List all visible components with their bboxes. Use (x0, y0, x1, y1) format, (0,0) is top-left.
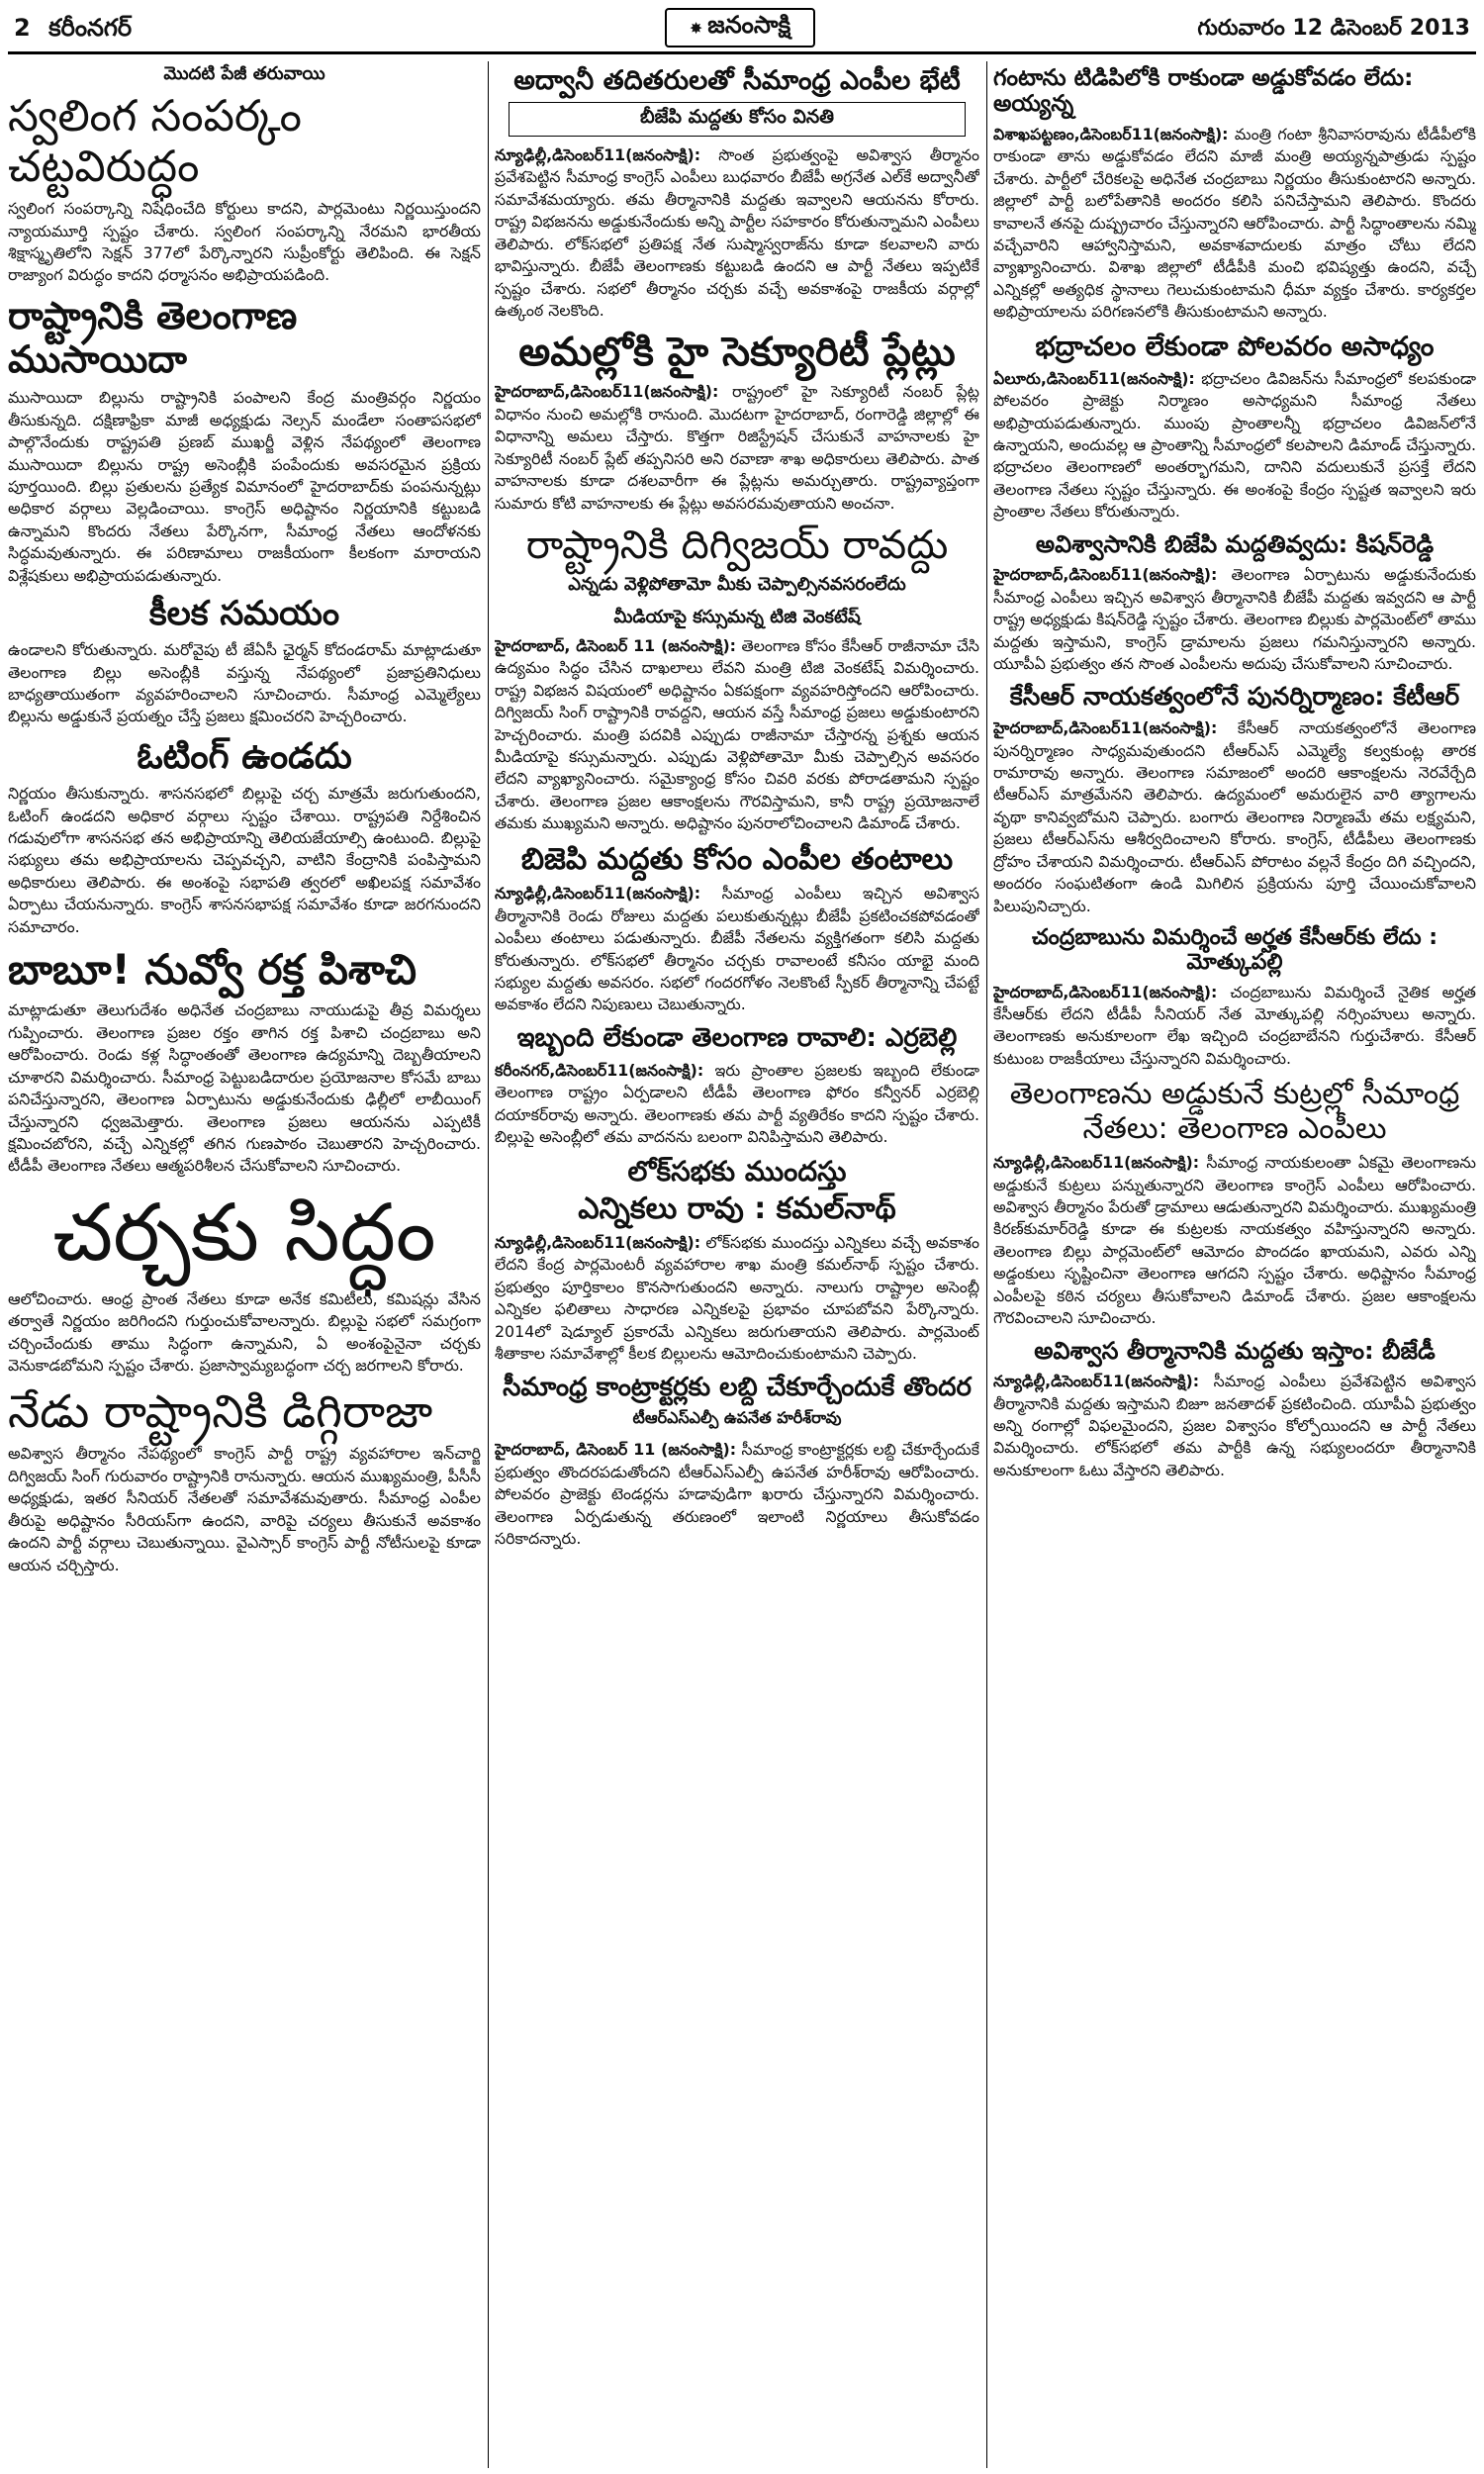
headline: బిజెపి మద్దతు కోసం ఎంపీల తంటాలు (520, 841, 954, 877)
dateline: విశాఖపట్టణం,డిసెంబర్11(జనంసాక్షి): (993, 124, 1229, 143)
article-body: ఇరు ప్రాంతాల ప్రజలకు ఇబ్బంది లేకుండా తెలంగాణ రాష్ట్రం ఏర్పడాలని టీడీపీ తెలంగాణ ఫోరం కన్వీనర్ ఎర్రబెల్లి దయాకర్‌రావు అన్నారు. తెలంగాణకు తమ పార్టీ వ్యతిరేకం కాదని స్పష్టం చేశారు. బిల్లుపై అసెంబ్లీలో తమ వాదనను బలంగా వినిపిస్తామని తెలిపారు. (495, 1060, 979, 1146)
kicker: మీడియాపై కస్సుమన్న టిజి వెంకటేష్ (613, 606, 861, 627)
headline: చంద్రబాబును విమర్శించే అర్హత కేసీఆర్‌కు లేదు : మోత్కుపల్లి (1031, 924, 1438, 976)
dateline: న్యూఢిల్లీ,డిసెంబర్11(జనంసాక్షి): (495, 145, 701, 165)
headline: అవిశ్వాసానికి బిజేపి మద్దతివ్వదు: కిషన్‌రెడ్డి (1035, 529, 1435, 558)
article-errabelli (495, 1024, 979, 1149)
dateline: న్యూఢిల్లీ,డిసెంబర్11(జనంసాక్షి): (495, 884, 701, 904)
headline: తెలంగాణను అడ్డుకునే కుట్రల్లో సీమాంధ్ర నేతలు: తెలంగాణ ఎంపీలు (1009, 1077, 1460, 1146)
headline: అవిశ్వాస తీర్మానానికి మద్దతు ఇస్తాం: బీజేడీ (1034, 1336, 1436, 1365)
article-babu (8, 946, 481, 1178)
subheadline: టీఆర్ఎస్ఎల్పీ ఉపనేత హరీశ్‌రావు (632, 1408, 842, 1428)
article-key-time (8, 595, 481, 728)
kicker: లోక్‌సభకు ముందస్తు (627, 1155, 847, 1189)
headline: అమల్లోకి హై సెక్యూరిటీ ప్లేట్లు (518, 330, 956, 376)
headline: ఇబ్బంది లేకుండా తెలంగాణ రావాలి: ఎర్రబెల్లి (516, 1022, 958, 1053)
headline: రాష్ట్రానికి తెలంగాణ ముసాయిదా (8, 293, 298, 381)
dateline: న్యూఢిల్లీ,డిసెంబర్11(జనంసాక్షి): (993, 1372, 1200, 1391)
column-divider (488, 61, 489, 2468)
column-left (8, 61, 481, 2468)
article-no-voting (8, 736, 481, 938)
headline: బాబూ! నువ్వో రక్త పిశాచి (8, 945, 417, 995)
page-header (0, 0, 1484, 57)
article-body: సీమాంధ్ర ఎంపీలు ఇచ్చిన అవిశ్వాస తీర్మానానికి రెండు రోజులు మద్దతు పలుకుతున్నట్లు బీజేపీ ప్రకటించకపోవడంతో ఎంపీలు తంటాలు పడుతున్నారు. బీజేపీ నేతలను వ్యక్తిగతంగా కలిసి మద్దతు కోరుతున్నారు. లోక్‌సభలో తీర్మానం చర్చకు రావాలంటే కనీసం యాభై మంది సభ్యుల మద్దతు అవసరం. సభలో గందరగోళం నెలకొంటే స్పీకర్ తీర్మానాన్ని చేపట్టే అవకాశం లేదని నిపుణులు చెబుతున్నారు. (495, 884, 979, 1014)
subheadline: బీజేపి మద్దతు కోసం వినతి (509, 102, 966, 137)
headline: కీలక సమయం (148, 594, 340, 634)
article-harishrao (495, 1374, 979, 1551)
headline: స్వలింగ సంపర్కం చట్టవిరుద్ధం (8, 91, 302, 192)
headline: కేసీఆర్ నాయకత్వంలోనే పునర్నిర్మాణం: కేటీఆర్ (1009, 682, 1460, 712)
article-body: తెలంగాణ ఏర్పాటును అడ్డుకునేందుకు సీమాంధ్ర ఎంపీలు ఇచ్చిన అవిశ్వాస తీర్మానానికి బీజేపీ మద్దతు ఇవ్వదని ఆ పార్టీ రాష్ట్ర అధ్యక్షుడు కిషన్‌రెడ్డి స్పష్టం చేశారు. తెలంగాణ బిల్లుకు పార్లమెంట్‌లో తాము మద్దతు ఇస్తామని, కాంగ్రెస్ డ్రామాలను ప్రజలు గమనిస్తున్నారని అన్నారు. యూపీఏ ప్రభుత్వం తన సొంత ఎంపీలను అదుపు చేసుకోవాలని సూచించారు. (993, 565, 1476, 673)
dateline: హైదరాబాద్, డిసెంబర్ 11 (జనంసాక్షి): (495, 1440, 737, 1460)
article-bjp-support (495, 843, 979, 1016)
dateline: హైదరాబాద్,డిసెంబర్11(జనంసాక్షి): (993, 718, 1218, 738)
dateline: కరీంనగర్,డిసెంబర్11(జనంసాక్షి): (495, 1060, 704, 1080)
article-motkupalli (993, 925, 1476, 1070)
headline: ఓటింగ్ ఉండదు (137, 735, 352, 777)
article-body: నిర్ణయం తీసుకున్నారు. శాసనసభలో బిల్లుపై చర్చ మాత్రమే జరుగుతుందని, ఓటింగ్ ఉండదని అధికార వర్గాలు స్పష్టం చేశాయి. రాష్ట్రపతి నిర్దేశించిన గడువులోగా శాసనసభ తన అభిప్రాయాన్ని తెలియజేయాల్సి ఉంటుంది. బిల్లుపై సభ్యులు తమ అభిప్రాయాలను చెప్పవచ్చని, వాటిని కేంద్రానికి పంపిస్తామని అధికారులు తెలిపారు. ఈ అంశంపై సభాపతి త్వరలో అఖిలపక్ష సమావేశం ఏర్పాటు చేయనున్నారు. కాంగ్రెస్ శాసనసభాపక్ష సమావేశం కూడా జరగనుందని సమాచారం. (8, 784, 481, 936)
headline: భద్రాచలం లేకుండా పోలవరం అసాధ్యం (1035, 331, 1435, 362)
headline: చర్చకు సిద్ధం (52, 1186, 436, 1279)
article-hsrp (495, 330, 979, 515)
article-telangana-mps (993, 1078, 1476, 1329)
dateline: హైదరాబాద్, డిసెంబర్ 11 (జనంసాక్షి): (495, 635, 736, 655)
article-body: అవిశ్వాస తీర్మానం నేపథ్యంలో కాంగ్రెస్ పార్టీ రాష్ట్ర వ్యవహారాల ఇన్‌చార్జి దిగ్విజయ్ సింగ్ గురువారం రాష్ట్రానికి రానున్నారు. ఆయన ముఖ్యమంత్రి, పీసీసీ అధ్యక్షుడు, ఇతర సీనియర్ నేతలతో సమావేశమవుతారు. సీమాంధ్ర ఎంపీల తీరుపై అధిష్టానం సీరియస్‌గా ఉందని, వారిపై చర్యలు తీసుకునే అవకాశం ఉందని పార్టీ వర్గాలు చెబుతున్నాయి. వైఎస్సార్ కాంగ్రెస్ పార్టీ నోటీసులపై కూడా ఆయన చర్చిస్తారు. (8, 1444, 481, 1574)
article-kamalnath (495, 1156, 979, 1365)
header-left (14, 14, 132, 48)
dateline: న్యూఢిల్లీ,డిసెంబర్11(జనంసాక్షి): (495, 1233, 701, 1253)
article-kishanreddy (993, 531, 1476, 676)
issue-date: గురువారం 12 డిసెంబర్ 2013 (1197, 16, 1470, 41)
header-rule (8, 51, 1476, 54)
article-ktr (993, 683, 1476, 917)
headline: అద్వానీ తదితరులతో సీమాంధ్ర ఎంపీల భేటీ (513, 65, 961, 96)
column-center (495, 61, 979, 2468)
subheadline: ఎన్నడు వెళ్లిపోతామో మీకు చెప్పాల్సినవసరంలేదు (568, 573, 906, 595)
article-body: సీమాంధ్ర కాంట్రాక్టర్లకు లబ్ది చేకూర్చేందుకే ప్రభుత్వం తొందరపడుతోందని టీఆర్ఎస్ఎల్పీ ఉపనేత హరీశ్‌రావు ఆరోపించారు. పోలవరం ప్రాజెక్టు టెండర్లను హడావుడిగా ఖరారు చేస్తున్నారని విమర్శించారు. తెలంగాణ ఏర్పడుతున్న తరుణంలో ఇలాంటి నిర్ణయాలు తీసుకోవడం సరికాదన్నారు. (495, 1440, 979, 1549)
logo-text: జనంసాక్షి (707, 11, 791, 39)
headline: సీమాంధ్ర కాంట్రాక్టర్లకు లబ్ది చేకూర్చేందుకే తొందర (503, 1372, 972, 1402)
article-body: చంద్రబాబును విమర్శించే నైతిక అర్హత కేసీఆర్‌కు లేదని టీడీపీ సీనియర్ నేత మోత్కుపల్లి నర్సింహులు అన్నారు. తెలంగాణకు అనుకూలంగా లేఖ ఇచ్చింది చంద్రబాబేనని గుర్తుచేశారు. కేసీఆర్ కుటుంబ రాజకీయాలు చేస్తున్నారని విమర్శించారు. (993, 982, 1476, 1068)
article-body: ఆలోచించారు. ఆంధ్ర ప్రాంత నేతలు కూడా అనేక కమిటీలు, కమిషన్లు వేసిన తర్వాతే నిర్ణయం జరిగిందని గుర్తుంచుకోవాలన్నారు. బిల్లుపై సభలో సమగ్రంగా చర్చించేందుకు తాము సిద్ధంగా ఉన్నామని, ఏ అంశంపైనైనా చర్చకు వెనుకాడబోమని స్పష్టం చేశారు. ప్రజాస్వామ్యబద్ధంగా చర్చ జరగాలని కోరారు. (8, 1288, 481, 1376)
article-same-sex (8, 92, 481, 287)
headline: రాష్ట్రానికి దిగ్విజయ్ రావద్దు (525, 522, 949, 568)
article-body: సొంత ప్రభుత్వంపై అవిశ్వాస తీర్మానం ప్రవేశపెట్టిన సీమాంధ్ర కాంగ్రెస్ ఎంపీలు బుధవారం బీజేపీ అగ్రనేత ఎల్‌కే అద్వానీతో సమావేశమయ్యారు. తమ తీర్మానానికి మద్దతు ఇవ్వాలని ఆయనను కోరారు. రాష్ట్ర విభజనను అడ్డుకునేందుకు అన్ని పార్టీల సహకారం కోరుతున్నామని ఎంపీలు తెలిపారు. లోక్‌సభలో ప్రతిపక్ష నేత సుష్మాస్వరాజ్‌ను కూడా కలవాలని వారు భావిస్తున్నారు. బీజేపీ తెలంగాణకు కట్టుబడి ఉందని ఆ పార్టీ నేతలు ఇప్పటికే స్పష్టం చేశారు. సభలో తీర్మానం చర్చకు వచ్చే అవకాశంపై రాజకీయ వర్గాల్లో ఉత్కంఠ నెలకొంది. (495, 145, 979, 320)
article-body: తెలంగాణ కోసం కేసీఆర్ రాజీనామా చేసి ఉద్యమం సిద్ధం చేసిన దాఖలాలు లేవని మంత్రి టిజి వెంకటేష్ విమర్శించారు. రాష్ట్ర విభజన విషయంలో అధిష్టానం ఏకపక్షంగా వ్యవహరిస్తోందని ఆరోపించారు. దిగ్విజయ్ సింగ్ రాష్ట్రానికి రావద్దని, ఆయన వస్తే సీమాంధ్ర ప్రజలు అడ్డుకుంటారని హెచ్చరించారు. మంత్రి పదవికి ఎప్పుడు రాజీనామా చేస్తారన్న ప్రశ్నకు ఆయన మీడియాపై కస్సుమన్నారు. ఎప్పుడు వెళ్లిపోతామో మీకు చెప్పాల్సిన అవసరం లేదని వ్యాఖ్యానించారు. సమైక్యాంధ్ర కోసం చివరి వరకు పోరాడతామని స్పష్టం చేశారు. తెలంగాణ ప్రజల ఆకాంక్షలను గౌరవిస్తామని, కానీ రాష్ట్ర ప్రయోజనాలే తమకు ముఖ్యమని అన్నారు. అధిష్టానం పునరాలోచించాలని డిమాండ్ చేశారు. (495, 635, 979, 833)
article-body: రాష్ట్రంలో హై సెక్యూరిటీ నంబర్ ప్లేట్ల విధానం నుంచి అమల్లోకి రానుంది. మొదటగా హైదరాబాద్, రంగారెడ్డి జిల్లాల్లో ఈ విధానాన్ని అమలు చేస్తారు. కొత్తగా రిజిస్ట్రేషన్ చేసుకునే వాహనాలకు హై సెక్యూరిటీ నంబర్ ప్లేట్ తప్పనిసరి అని రవాణా శాఖ అధికారులు తెలిపారు. పాత వాహనాలకు కూడా దశలవారీగా ఈ ప్లేట్లను అమర్చుతారు. రాష్ట్రవ్యాప్తంగా సుమారు కోటి వాహనాలకు ఈ ప్లేట్లు అవసరమవుతాయని అంచనా. (495, 382, 979, 513)
dateline: న్యూఢిల్లీ,డిసెంబర్11(జనంసాక్షి): (993, 1153, 1200, 1173)
dateline: హైదరాబాద్,డిసెంబర్11(జనంసాక్షి): (495, 382, 719, 402)
article-diggiraja (8, 1385, 481, 1576)
article-body: కేసీఆర్ నాయకత్వంలోనే తెలంగాణ పునర్నిర్మాణం సాధ్యమవుతుందని టీఆర్ఎస్ ఎమ్మెల్యే కల్వకుంట్ల తారక రామారావు అన్నారు. తెలంగాణ సమాజంలో అందరి ఆకాంక్షలను నెరవేర్చేది టీఆర్ఎస్ మాత్రమేనని తెలిపారు. ఉద్యమంలో అమరులైన వారి త్యాగాలను వృథా కానివ్వబోమని చెప్పారు. బంగారు తెలంగాణ నిర్మాణమే తమ లక్ష్యమని, ప్రజలు టీఆర్ఎస్‌ను ఆశీర్వదించాలని కోరారు. కాంగ్రెస్, టీడీపీలు తెలంగాణకు ద్రోహం చేశాయని విమర్శించారు. టీఆర్ఎస్ పోరాటం వల్లనే కేంద్రం దిగి వచ్చిందని, అందరం సంఘటితంగా ఉండి మిగిలిన ప్రక్రియను పూర్తి చేయించుకోవాలని పిలుపునిచ్చారు. (993, 718, 1476, 915)
edition-name: కరీంనగర్ (48, 14, 133, 42)
article-body: స్వలింగ సంపర్కాన్ని నిషేధించేది కోర్టులు కాదని, పార్లమెంటు నిర్ణయిస్తుందని న్యాయమూర్తి స్పష్టం చేశారు. స్వలింగ సంపర్కాన్ని నేరమని భారతీయ శిక్షాస్మృతిలోని సెక్షన్ 377లో పేర్కొన్నారని సుప్రీంకోర్టు తెలిపింది. ఈ సెక్షన్ రాజ్యాంగ విరుద్ధం కాదని ధర్మాసనం అభిప్రాయపడింది. (8, 199, 481, 285)
dateline: హైదరాబాద్,డిసెంబర్11(జనంసాక్షి): (993, 565, 1218, 585)
headline: నేడు రాష్ట్రానికి డిగ్గిరాజా (8, 1383, 433, 1438)
article-body: మాట్లాడుతూ తెలుగుదేశం అధినేత చంద్రబాబు నాయుడుపై తీవ్ర విమర్శలు గుప్పించారు. తెలంగాణ ప్రజల రక్తం తాగిన రక్త పిశాచి చంద్రబాబు అని ఆరోపించారు. రెండు కళ్ల సిద్ధాంతంతో తెలంగాణ ఉద్యమాన్ని దెబ్బతీయాలని చూశారని విమర్శించారు. సీమాంధ్ర పెట్టుబడిదారుల ప్రయోజనాల కోసమే బాబు పనిచేస్తున్నారని, తెలంగాణ ఏర్పాటును అడ్డుకునేందుకు ఢిల్లీలో లాబీయింగ్ చేస్తున్నారని ధ్వజమెత్తారు. తెలంగాణ ప్రజలు ఆయనను ఎప్పటికీ క్షమించబోరని, వచ్చే ఎన్నికల్లో తగిన గుణపాఠం చెబుతారని హెచ్చరించారు. టీడీపీ తెలంగాణ నేతలు ఆత్మపరిశీలన చేసుకోవాలని సూచించారు. (8, 1000, 481, 1176)
article-body: లోక్‌సభకు ముందస్తు ఎన్నికలు వచ్చే అవకాశం లేదని కేంద్ర పార్లమెంటరీ వ్యవహారాల శాఖ మంత్రి కమల్‌నాథ్ స్పష్టం చేశారు. ప్రభుత్వం పూర్తికాలం కొనసాగుతుందని అన్నారు. నాలుగు రాష్ట్రాల అసెంబ్లీ ఎన్నికల ఫలితాలు సాధారణ ఎన్నికలపై ప్రభావం చూపబోవని పేర్కొన్నారు. 2014లో షెడ్యూల్ ప్రకారమే ఎన్నికలు జరుగుతాయని తెలిపారు. పార్లమెంట్ శీతాకాల సమావేశాల్లో కీలక బిల్లులను ఆమోదించుకుంటామని చెప్పారు. (495, 1233, 979, 1364)
article-advani-meet (495, 65, 979, 322)
column-divider (986, 61, 987, 2468)
continued-kicker: మొదటి పేజీ తరువాయి (163, 63, 325, 84)
article-digvijay (495, 523, 979, 835)
article-body: ముసాయిదా బిల్లును రాష్ట్రానికి పంపాలని కేంద్ర మంత్రివర్గం నిర్ణయం తీసుకున్నది. దక్షిణాఫ్రికా మాజీ అధ్యక్షుడు నెల్సన్ మండేలా సంతాపసభలో పాల్గొనేందుకు రాష్ట్రపతి ప్రణబ్ ముఖర్జీ వెళ్లిన నేపథ్యంలో తెలంగాణ ముసాయిదా బిల్లును రాష్ట్ర అసెంబ్లీకి పంపేందుకు అవసరమైన ప్రక్రియ పూర్తయింది. బిల్లు ప్రతులను ప్రత్యేక విమానంలో హైదరాబాద్‌కు పంపనున్నట్లు అధికార వర్గాలు వెల్లడించాయి. కాంగ్రెస్ అధిష్టానం నిర్ణయానికి కట్టుబడి ఉన్నామని కొందరు నేతలు పేర్కొనగా, సీమాంధ్ర నేతలు ఆందోళనకు సిద్ధమవుతున్నారు. ఈ పరిణామాలు రాజకీయంగా కీలకంగా మారాయని విశ్లేషకులు అభిప్రాయపడుతున్నారు. (8, 388, 481, 585)
article-bjd (993, 1338, 1476, 1482)
headline: గంటాను టిడిపిలోకి రాకుండా అడ్డుకోవడం లేదు: అయ్యన్న (993, 65, 1414, 118)
article-body: ఉండాలని కోరుతున్నారు. మరోవైపు టీ జేఏసీ ఛైర్మన్ కోదండరామ్ మాట్లాడుతూ తెలంగాణ బిల్లు అసెంబ్లీకి వస్తున్న నేపథ్యంలో ప్రజాప్రతినిధులు బాధ్యతాయుతంగా వ్యవహరించాలని సూచించారు. సీమాంధ్ర ఎమ్మెల్యేలు బిల్లును అడ్డుకునే ప్రయత్నం చేస్తే ప్రజలు క్షమించరని హెచ్చరించారు. (8, 640, 481, 726)
logo-star-icon: ✸ (689, 18, 703, 38)
article-ganta (993, 65, 1476, 324)
dateline: హైదరాబాద్,డిసెంబర్11(జనంసాక్షి): (993, 982, 1218, 1001)
article-body: సీమాంధ్ర ఎంపీలు ప్రవేశపెట్టిన అవిశ్వాస తీర్మానానికి మద్దతు ఇస్తామని బిజూ జనతాదళ్ ప్రకటించింది. యూపీఏ ప్రభుత్వం అన్ని రంగాల్లో విఫలమైందని, ప్రజల విశ్వాసం కోల్పోయిందని ఆ పార్టీ నేతలు విమర్శించారు. లోక్‌సభలో తమ పార్టీకి ఉన్న సభ్యులందరూ తీర్మానానికి అనుకూలంగా ఓటు వేస్తారని తెలిపారు. (993, 1372, 1476, 1479)
article-body: సీమాంధ్ర నాయకులంతా ఏకమై తెలంగాణను అడ్డుకునే కుట్రలు పన్నుతున్నారని తెలంగాణ కాంగ్రెస్ ఎంపీలు ఆరోపించారు. అవిశ్వాస తీర్మానం పేరుతో డ్రామాలు ఆడుతున్నారని విమర్శించారు. ముఖ్యమంత్రి కిరణ్‌కుమార్‌రెడ్డి కూడా ఈ కుట్రలకు నాయకత్వం వహిస్తున్నారని అన్నారు. తెలంగాణ బిల్లు పార్లమెంట్‌లో ఆమోదం పొందడం ఖాయమని, ఎవరు ఎన్ని అడ్డంకులు సృష్టించినా తెలంగాణ ఆగదని స్పష్టం చేశారు. అధిష్టానం సీమాంధ్ర ఎంపీలపై కఠిన చర్యలు తీసుకోవాలని డిమాండ్ చేశారు. ప్రజల ఆకాంక్షలను గౌరవించాలని సూచించారు. (993, 1153, 1476, 1328)
dateline: ఏలూరు,డిసెంబర్11(జనంసాక్షి): (993, 368, 1195, 388)
page-number: 2 (14, 14, 31, 42)
article-bhadrachalam (993, 332, 1476, 523)
column-right (993, 61, 1476, 2468)
article-body: మంత్రి గంటా శ్రీనివాసరావును టీడీపీలోకి రాకుండా తాను అడ్డుకోవడం లేదని మాజీ మంత్రి అయ్యన్నపాత్రుడు స్పష్టం చేశారు. పార్టీలో చేరికలపై అధినేత చంద్రబాబు నిర్ణయం తీసుకుంటారని అన్నారు. జిల్లాలో పార్టీ బలోపేతానికి అందరం కలిసి పనిచేస్తామని తెలిపారు. కొందరు కావాలనే తనపై దుష్ప్రచారం చేస్తున్నారని ఆరోపించారు. పార్టీ సిద్ధాంతాలను నమ్మి వచ్చేవారిని ఆహ్వానిస్తామని, అవకాశవాదులకు మాత్రం చోటు లేదని వ్యాఖ్యానించారు. విశాఖ జిల్లాలో టీడీపీకి మంచి భవిష్యత్తు ఉందని, వచ్చే ఎన్నికల్లో అత్యధిక స్థానాలు గెలుచుకుంటామని ధీమా వ్యక్తం చేశారు. కార్యకర్తల అభిప్రాయాలను పరిగణనలోకి తీసుకుంటామని అన్నారు. (993, 124, 1476, 322)
headline: ఎన్నికలు రావు : కమల్‌నాథ్ (578, 1190, 896, 1226)
article-telangana-draft (8, 295, 481, 587)
masthead-logo (665, 8, 815, 48)
article-body: భద్రాచలం డివిజన్‌ను సీమాంధ్రలో కలపకుండా పోలవరం ప్రాజెక్టు నిర్మాణం అసాధ్యమని సీమాంధ్ర నేతలు అభిప్రాయపడుతున్నారు. ముంపు ప్రాంతాలన్నీ భద్రాచలం డివిజన్‌లోనే ఉన్నాయని, అందువల్ల ఆ ప్రాంతాన్ని సీమాంధ్రలో కలపాలని డిమాండ్ చేస్తున్నారు. భద్రాచలం తెలంగాణలో అంతర్భాగమని, దానిని వదులుకునే ప్రసక్తే లేదని తెలంగాణ నేతలు స్పష్టం చేస్తున్నారు. ఈ అంశంపై కేంద్రం స్పష్టత ఇవ్వాలని ఇరు ప్రాంతాల నేతలు కోరుతున్నారు. (993, 368, 1476, 522)
article-ready-debate (8, 1188, 481, 1378)
